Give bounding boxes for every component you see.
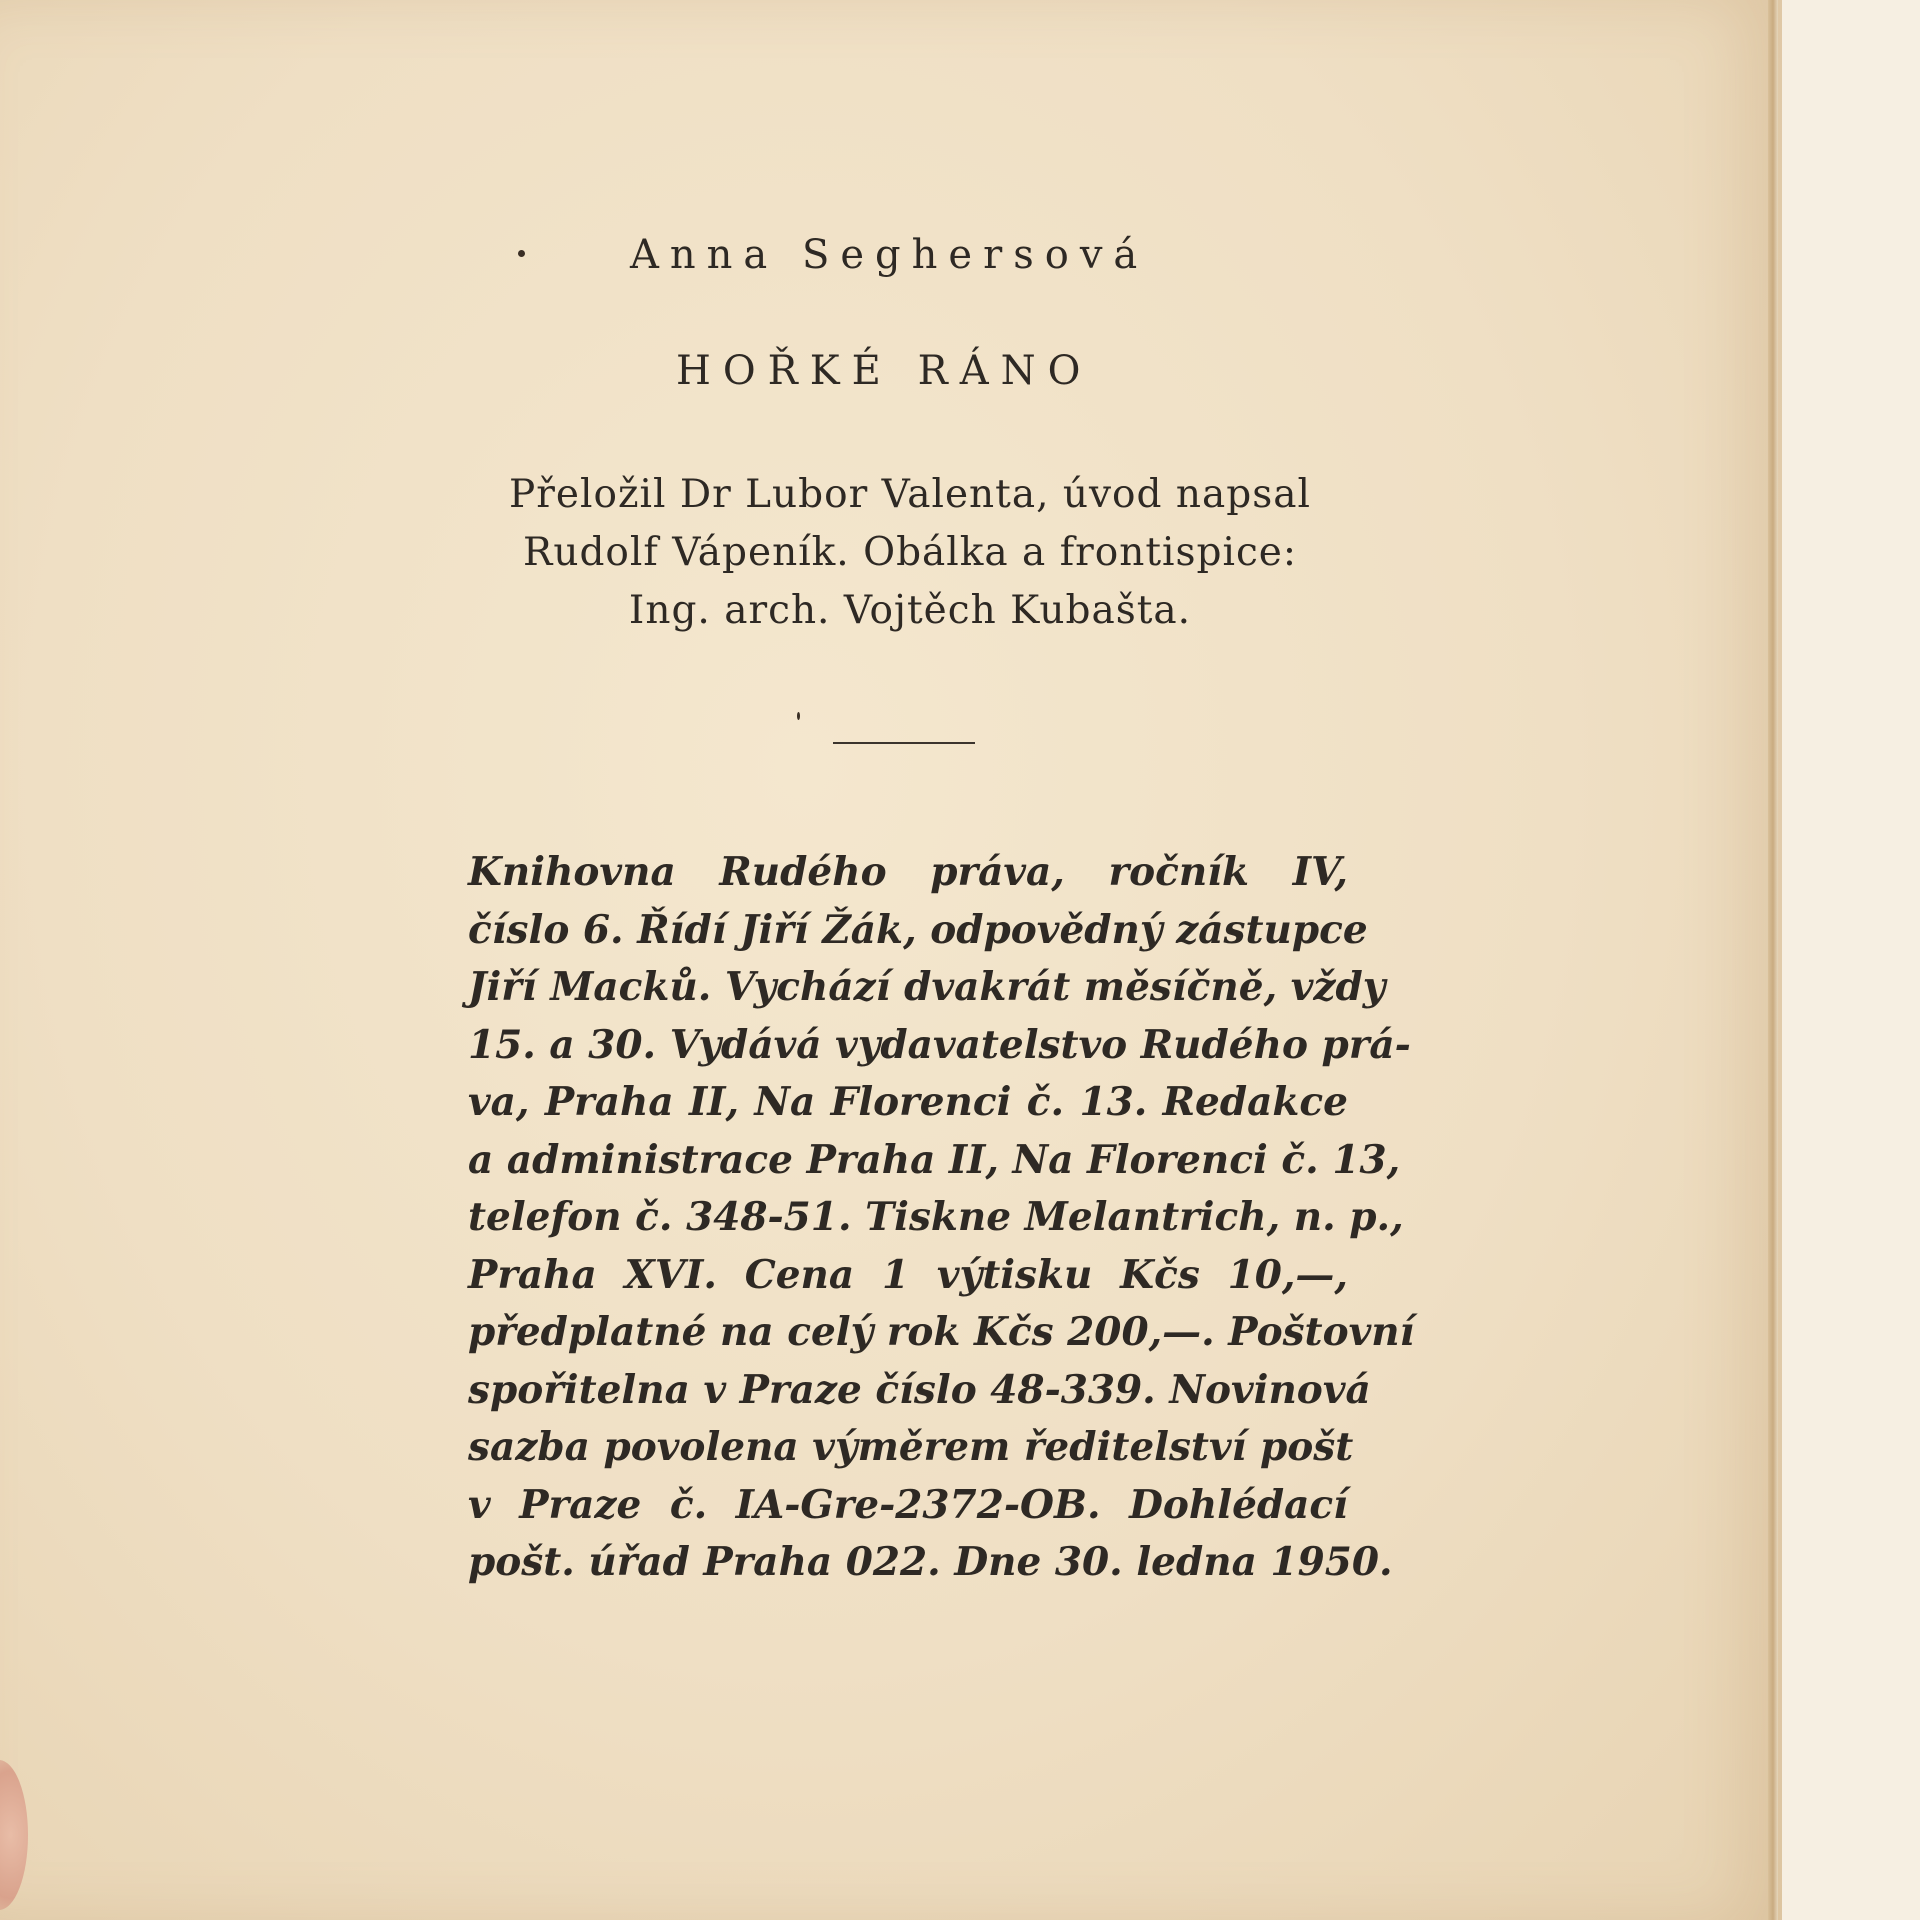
credits-line: Ing. arch. Vojtěch Kubašta. xyxy=(628,588,1192,633)
imprint-line: telefon č. 348-51. Tiskne Melantrich, n. p., xyxy=(468,1194,1404,1240)
credits-line: Rudolf Vápeník. Obálka a frontispice: xyxy=(522,530,1298,575)
divider-rule xyxy=(833,742,975,744)
page-edge xyxy=(1768,0,1778,1920)
author-name: Anna Seghersová xyxy=(630,232,1149,278)
imprint-line: a administrace Praha II, Na Florenci č. 13, xyxy=(468,1136,1401,1183)
imprint-block xyxy=(468,844,1415,1592)
imprint-line: předplatné na celý rok Kčs 200,—. Poštovní xyxy=(468,1309,1415,1355)
imprint-line: Knihovna Rudého práva, ročník IV, xyxy=(468,849,1348,895)
imprint-line: pošt. úřad Praha 022. Dne 30. ledna 1950. xyxy=(468,1539,1393,1585)
imprint-line: v Praze č. IA-Gre-2372-OB. Dohlédací xyxy=(468,1481,1348,1528)
imprint-line: číslo 6. Řídí Jiří Žák, odpovědný zástupce xyxy=(468,906,1368,953)
credits-line: Přeložil Dr Lubor Valenta, úvod napsal xyxy=(509,472,1311,517)
book-title: HOŘKÉ RÁNO xyxy=(676,348,1093,394)
credits-block xyxy=(470,466,1350,640)
backdrop xyxy=(1782,0,1920,1920)
imprint-line: spořitelna v Praze číslo 48-339. Novinová xyxy=(468,1366,1371,1413)
imprint-line: Praha XVI. Cena 1 výtisku Kčs 10,—, xyxy=(468,1251,1348,1298)
imprint-line: 15. a 30. Vydává vydavatelstvo Rudého prá- xyxy=(468,1021,1411,1068)
imprint-line: sazba povolena výměrem ředitelství pošt xyxy=(468,1424,1354,1470)
ink-speck xyxy=(797,712,800,720)
imprint-line: va, Praha II, Na Florenci č. 13. Redakce xyxy=(468,1079,1348,1125)
ink-speck xyxy=(518,250,525,257)
imprint-line: Jiří Macků. Vychází dvakrát měsíčně, vždy xyxy=(468,964,1386,1010)
